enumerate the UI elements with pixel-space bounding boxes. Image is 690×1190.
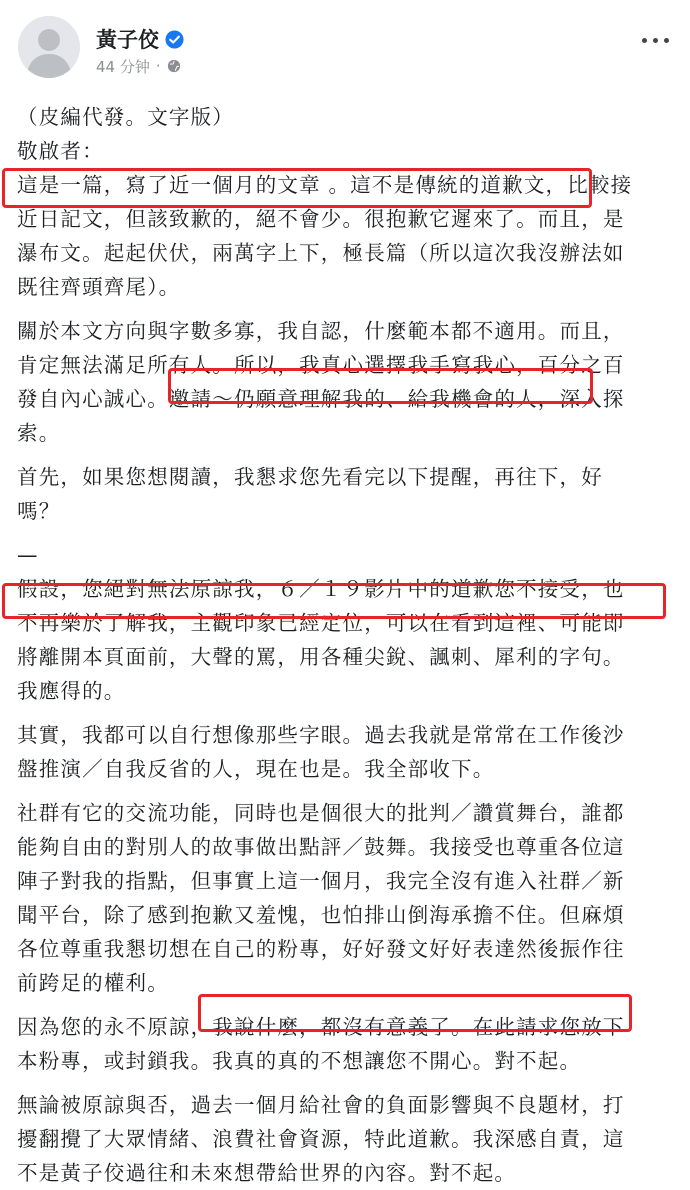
post-line: 這是一篇，寫了近一個月的文章 。這不是傳統的道歉文，比較接 [17,173,633,197]
post-author-row [96,24,184,54]
meta-separator: · [155,57,161,75]
post-line: 因為您的永不原諒，我說什麼，都沒有意義了。在此請求您放下 [17,1015,625,1039]
post-line: 陣子對我的指點，但事實上這一個月，我完全沒有進入社群／新 [17,869,625,893]
post-line: 各位尊重我懇切想在自己的粉專，好好發文好好表達然後振作往 [17,937,625,961]
post-line: 首先，如果您想閱讀，我懇求您先看完以下提醒，再往下，好 [17,465,603,489]
post-line: 關於本文方向與字數多寡，我自認，什麼範本都不適用。而且， [17,319,625,343]
post-line: 既往齊頭齊尾）。 [17,275,181,299]
post-line: 不再樂於了解我，主觀印象已經定位，可以在看到這裡、可能即 [17,611,625,635]
post-line: 不是黃子佼過往和未來想帶給世界的內容。對不起。 [17,1161,517,1185]
globe-icon [167,59,181,73]
verified-badge-icon [165,30,184,49]
post-line: 敬啟者： [17,139,104,163]
default-avatar-icon [18,16,80,78]
highlight-box [2,168,592,208]
post-line: 社群有它的交流功能，同時也是個很大的批判／讚賞舞台，誰都 [17,801,625,825]
post-line: 將離開本頁面前，大聲的罵，用各種尖銳、諷刺、犀利的字句。 [17,645,625,669]
post-line: 能夠自由的對別人的故事做出點評／鼓舞。我接受也尊重各位這 [17,835,625,859]
post-line: 本粉專，或封鎖我。我真的真的不想讓您不開心。對不起。 [17,1049,582,1073]
highlight-box [2,583,666,619]
post-line: 近日記文，但該致歉的，絕不會少。很抱歉它遲來了。而且，是 [17,207,625,231]
post-line: 發自內心誠心。邀請～仍願意理解我的、給我機會的人，深入探 [17,387,625,411]
post-line: 其實，我都可以自行想像那些字眼。過去我就是常常在工作後沙 [17,723,625,747]
post-line: 肯定無法滿足所有人。所以，我真心選擇我手寫我心，百分之百 [17,353,625,377]
post-line: 盤推演／自我反省的人，現在也是。我全部收下。 [17,757,495,781]
post-line: — [17,543,39,567]
author-avatar[interactable] [18,16,80,78]
post-line: 假設，您絕對無法原諒我，６／１９影片中的道歉您不接受，也 [17,577,625,601]
post-line: 無論被原諒與否，過去一個月給社會的負面影響與不良題材，打 [17,1093,625,1117]
post-line: 瀑布文。起起伏伏，兩萬字上下，極長篇（所以這次我沒辦法如 [17,241,625,265]
highlight-box [198,994,632,1032]
post-line: 前跨足的權利。 [17,971,169,995]
post-timestamp[interactable]: 44 分钟 [96,57,150,76]
post-line: 聞平台，除了感到抱歉又羞愧，也怕排山倒海承擔不住。但麻煩 [17,903,625,927]
post-line: 索。 [17,421,61,445]
more-options-icon[interactable] [638,30,672,50]
post-meta [96,56,181,76]
post-line: 擾翻攪了大眾情緒、浪費社會資源，特此道歉。我深感自責，這 [17,1127,625,1151]
post-line: 嗎？ [17,499,61,523]
author-name[interactable]: 黃子佼 [96,28,159,52]
post-line: 我應得的。 [17,679,126,703]
post-line: （皮編代發。文字版） [17,105,234,129]
highlight-box [168,368,593,404]
